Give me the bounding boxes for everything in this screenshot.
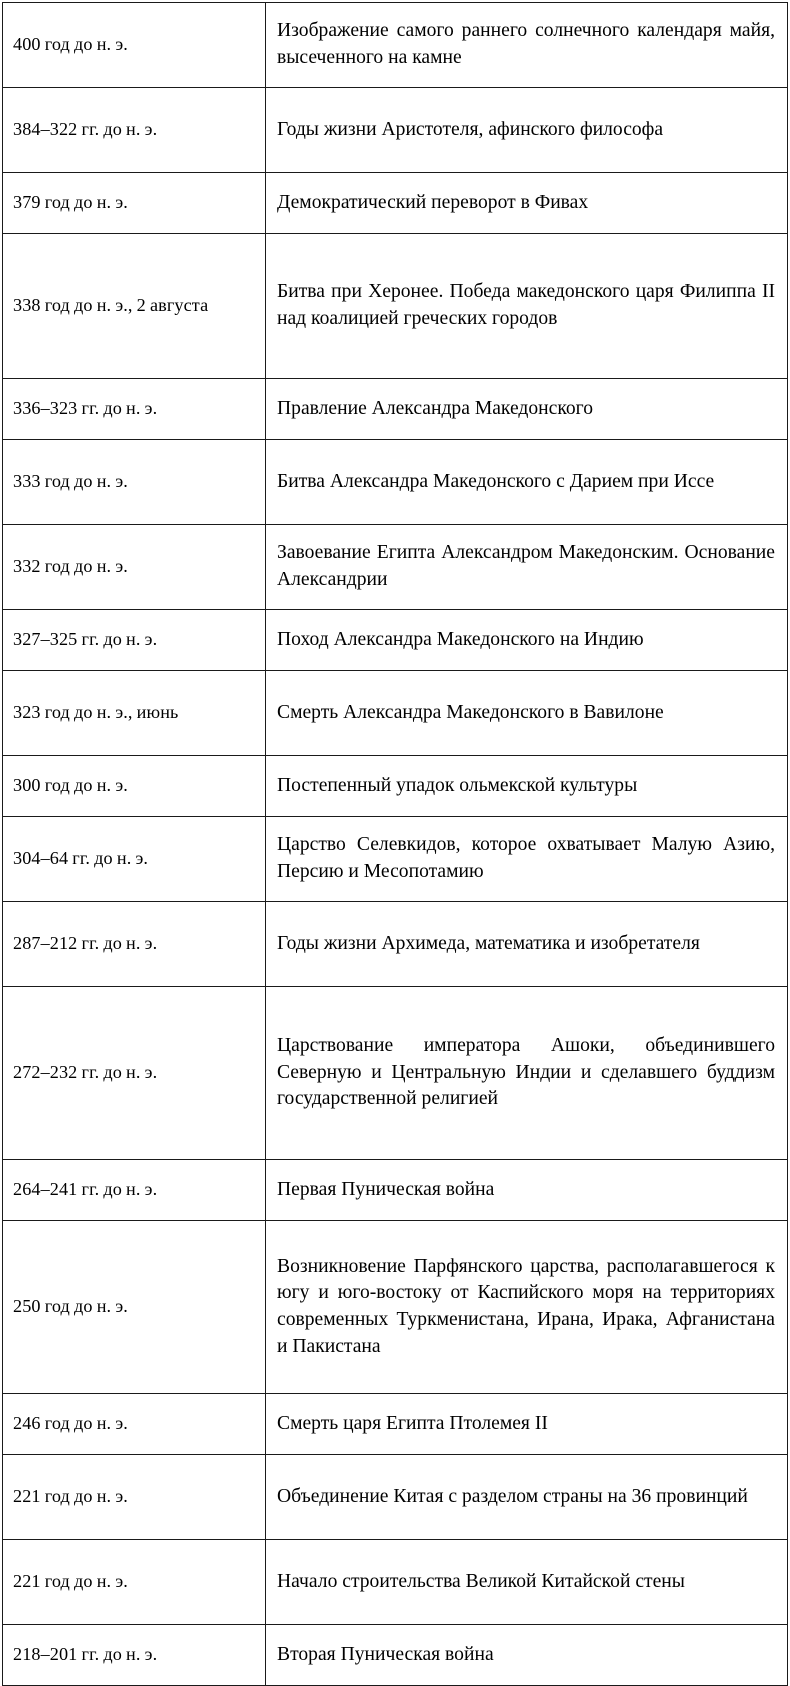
date-cell: 246 год до н. э. xyxy=(3,1394,266,1455)
date-cell: 336–323 гг. до н. э. xyxy=(3,379,266,440)
event-text: Постепенный упадок ольмекской культуры xyxy=(277,774,638,796)
table-row xyxy=(3,234,788,379)
table-row xyxy=(3,173,788,234)
event-text: Смерть царя Египта Птолемея II xyxy=(277,1412,548,1434)
date-cell: 300 год до н. э. xyxy=(3,756,266,817)
event-cell xyxy=(266,671,788,756)
table-row xyxy=(3,1394,788,1455)
table-row xyxy=(3,817,788,902)
date-cell: 384–322 гг. до н. э. xyxy=(3,88,266,173)
event-text: Смерть Александра Македонского в Вавилоне xyxy=(277,701,664,723)
table-row xyxy=(3,88,788,173)
event-cell xyxy=(266,525,788,610)
event-cell xyxy=(266,173,788,234)
table-row xyxy=(3,379,788,440)
event-text: Годы жизни Аристотеля, афинского философа xyxy=(277,118,664,140)
chronology-table xyxy=(2,2,788,1686)
table-row xyxy=(3,671,788,756)
date-cell: 264–241 гг. до н. э. xyxy=(3,1160,266,1221)
date-cell: 221 год до н. э. xyxy=(3,1455,266,1540)
event-text: Царство Селевкидов, которое охватывает Малую Азию, Персию и Месопотамию xyxy=(277,834,775,882)
event-cell xyxy=(266,3,788,88)
event-cell xyxy=(266,610,788,671)
event-cell xyxy=(266,440,788,525)
date-cell: 333 год до н. э. xyxy=(3,440,266,525)
date-cell: 272–232 гг. до н. э. xyxy=(3,987,266,1160)
date-cell: 327–325 гг. до н. э. xyxy=(3,610,266,671)
table-row xyxy=(3,1625,788,1686)
event-cell xyxy=(266,1455,788,1540)
table-row xyxy=(3,1540,788,1625)
event-cell xyxy=(266,817,788,902)
event-cell xyxy=(266,234,788,379)
event-cell xyxy=(266,902,788,987)
table-row xyxy=(3,440,788,525)
event-cell xyxy=(266,1394,788,1455)
date-cell: 287–212 гг. до н. э. xyxy=(3,902,266,987)
table-row xyxy=(3,902,788,987)
event-cell xyxy=(266,1160,788,1221)
event-text: Первая Пуническая война xyxy=(277,1178,495,1200)
event-cell xyxy=(266,1625,788,1686)
date-cell: 332 год до н. э. xyxy=(3,525,266,610)
event-text: Демократический переворот в Фивах xyxy=(277,191,589,213)
event-text: Возникновение Парфянского царства, располагавшегося к югу и юго-востоку от Каспийского моря на территориях современных Туркменистана, Ирана, Ирака, Афганистана и Пакистана xyxy=(277,1255,775,1357)
event-cell xyxy=(266,379,788,440)
event-text: Битва при Херонее. Победа македонского царя Филиппа II над коалицией греческих городов xyxy=(277,281,775,329)
date-cell: 323 год до н. э., июнь xyxy=(3,671,266,756)
table-row xyxy=(3,610,788,671)
event-text: Годы жизни Архимеда, математика и изобретателя xyxy=(277,932,700,954)
event-cell xyxy=(266,987,788,1160)
table-row xyxy=(3,525,788,610)
event-text: Завоевание Египта Александром Македонским. Основание Александрии xyxy=(277,542,775,590)
table-row xyxy=(3,3,788,88)
table-body xyxy=(3,3,788,1686)
event-cell xyxy=(266,1540,788,1625)
date-cell: 400 год до н. э. xyxy=(3,3,266,88)
event-cell xyxy=(266,756,788,817)
table-row xyxy=(3,987,788,1160)
event-cell xyxy=(266,88,788,173)
date-cell: 338 год до н. э., 2 августа xyxy=(3,234,266,379)
date-cell: 221 год до н. э. xyxy=(3,1540,266,1625)
date-cell: 218–201 гг. до н. э. xyxy=(3,1625,266,1686)
table-row xyxy=(3,1455,788,1540)
event-text: Поход Александра Македонского на Индию xyxy=(277,628,644,650)
table-row xyxy=(3,1160,788,1221)
table-row xyxy=(3,756,788,817)
event-text: Изображение самого раннего солнечного календаря майя, высеченного на камне xyxy=(277,20,775,68)
event-text: Битва Александра Македонского с Дарием при Иссе xyxy=(277,470,715,492)
event-text: Правление Александра Македонского xyxy=(277,397,594,419)
date-cell: 304–64 гг. до н. э. xyxy=(3,817,266,902)
event-text: Начало строительства Великой Китайской стены xyxy=(277,1570,685,1592)
date-cell: 379 год до н. э. xyxy=(3,173,266,234)
event-text: Царствование императора Ашоки, объединившего Северную и Центральную Индии и сделавшего буддизм государственной религией xyxy=(277,1035,775,1110)
event-text: Вторая Пуническая война xyxy=(277,1643,494,1665)
event-text: Объединение Китая с разделом страны на 36 провинций xyxy=(277,1485,748,1507)
date-cell: 250 год до н. э. xyxy=(3,1221,266,1394)
